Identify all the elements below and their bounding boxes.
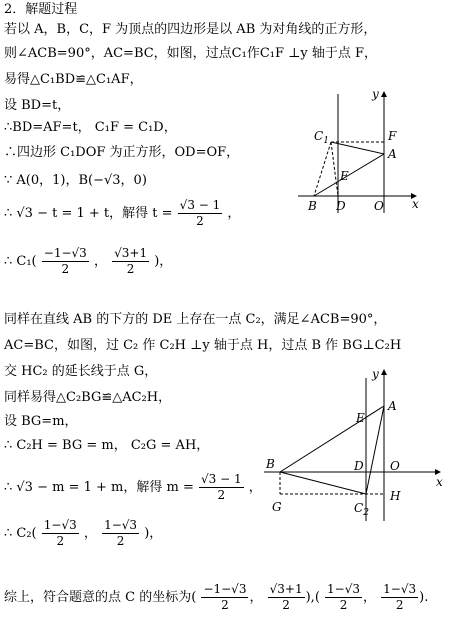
segment-ac2 <box>366 406 384 494</box>
answer2-y <box>381 582 418 613</box>
c2-x-fraction <box>42 518 79 549</box>
c2-y-numerator: 1−√3 <box>104 518 138 532</box>
part1-line2: 则∠ACB=90°，AC=BC，如图，过点C₁作C₁F ⊥y 轴于点 F， <box>4 46 378 61</box>
c1-suffix: )， <box>154 254 173 269</box>
segment-ab <box>314 154 384 196</box>
label-y: y <box>372 88 379 101</box>
label-e: E <box>356 411 365 425</box>
c2-y-denominator: 2 <box>116 534 125 548</box>
conclusion-suffix: ). <box>419 590 429 605</box>
part2-line4: 同样易得△C₂BG≌△AC₂H， <box>4 390 172 405</box>
c1-y-fraction <box>112 246 149 277</box>
label-b: B <box>266 457 275 471</box>
c1-x-denominator: 2 <box>61 262 70 276</box>
c1-prefix: ∴ C₁( <box>4 254 37 269</box>
part2-line2: AC=BC，如图，过 C₂ 作 C₂H ⊥y 轴于点 H，过点 B 作 BG⊥C₂H <box>4 338 402 353</box>
segment-c1d <box>331 142 338 196</box>
c1-y-numerator: √3+1 <box>114 246 148 260</box>
label-a: A <box>388 399 397 413</box>
answer2-x-numerator: 1−√3 <box>327 582 361 596</box>
part2-line7 <box>4 472 262 503</box>
part1-line6: ∴四边形 C₁DOF 为正方形，OD=OF， <box>4 145 240 160</box>
segment-bc2 <box>280 472 366 494</box>
solve-t-prefix: ∴ √3 − t = 1 + t，解得 t = <box>4 206 173 221</box>
answer1-y <box>268 582 305 613</box>
m-numerator: √3 − 1 <box>200 472 242 486</box>
label-e: E <box>340 169 349 183</box>
label-g: G <box>272 500 282 514</box>
label-f: F <box>388 129 397 143</box>
heading: 2．解题过程 <box>4 2 78 17</box>
m-denominator: 2 <box>217 488 226 502</box>
part1-line9 <box>4 246 172 277</box>
part1-line4: 设 BD=t， <box>4 98 71 113</box>
label-h: H <box>390 489 401 503</box>
part1-line5: ∴BD=AF=t， C₁F = C₁D， <box>4 120 177 135</box>
label-c2: $C_2$ <box>354 501 369 518</box>
label-x: x <box>412 197 419 211</box>
answer2-y-numerator: 1−√3 <box>383 582 417 596</box>
conclusion-line <box>4 582 428 613</box>
c2-separator: ， <box>83 526 97 541</box>
c2-x-denominator: 2 <box>56 534 65 548</box>
c1-y-denominator: 2 <box>126 262 135 276</box>
label-d: D <box>336 199 346 213</box>
m-fraction <box>199 472 244 503</box>
answer2-x <box>325 582 362 613</box>
part2-line5: 设 BG=m， <box>4 414 78 429</box>
part2-line6: ∴ C₂H = BG = m， C₂G = AH， <box>4 438 210 453</box>
c1-x-fraction <box>42 246 89 277</box>
answer1-x <box>201 582 248 613</box>
part1-line7: ∵ A(0，1)，B(−√3，0) <box>4 173 147 188</box>
answer2-x-denominator: 2 <box>339 598 348 612</box>
c2-x-numerator: 1−√3 <box>43 518 77 532</box>
c2-prefix: ∴ C₂( <box>4 526 37 541</box>
t-fraction <box>178 198 223 229</box>
answer-separator: ， <box>249 590 263 605</box>
part1-line1: 若以 A，B，C，F 为顶点的四边形是以 AB 为对角线的正方形， <box>4 22 377 37</box>
solve-t-suffix: ， <box>227 206 241 221</box>
segment-ab <box>280 406 384 472</box>
label-c1: $C_1$ <box>314 129 329 146</box>
part2-line3: 交 HC₂ 的延长线于点 G， <box>4 364 158 379</box>
answer-separator: ， <box>363 590 377 605</box>
label-d: D <box>354 459 364 473</box>
label-b: B <box>308 199 317 213</box>
c2-suffix: )， <box>144 526 163 541</box>
label-y: y <box>372 367 379 381</box>
figure2-diagram <box>262 366 452 526</box>
conclusion-prefix: 综上，符合题意的点 C 的坐标为( <box>4 590 197 605</box>
answer1-x-denominator: 2 <box>221 598 229 612</box>
figure1-diagram <box>296 88 426 218</box>
t-numerator: √3 − 1 <box>179 198 221 212</box>
answer2-y-denominator: 2 <box>395 598 404 612</box>
answer1-y-denominator: 2 <box>282 598 290 612</box>
answer1-y-numerator: √3+1 <box>269 582 303 596</box>
label-o: O <box>374 199 384 213</box>
solve-m-suffix: ， <box>248 480 262 495</box>
label-o: O <box>390 459 400 473</box>
answer1-x-numerator: −1−√3 <box>203 582 247 596</box>
segment-c1a <box>331 142 384 154</box>
part1-line3: 易得△C₁BD≌△C₁AF， <box>4 72 143 87</box>
part2-line8 <box>4 518 162 549</box>
label-x: x <box>436 475 443 489</box>
c1-separator: ， <box>93 254 107 269</box>
part2-line1: 同样在直线 AB 的下方的 DE 上存在一点 C₂，满足∠ACB=90°， <box>4 312 387 327</box>
solve-m-prefix: ∴ √3 − m = 1 + m，解得 m = <box>4 480 194 495</box>
part1-line8 <box>4 198 240 229</box>
c2-y-fraction <box>102 518 139 549</box>
answer-separator: ),( <box>305 590 320 605</box>
c1-x-numerator: −1−√3 <box>43 246 87 260</box>
t-denominator: 2 <box>196 214 204 228</box>
label-a: A <box>388 147 397 161</box>
